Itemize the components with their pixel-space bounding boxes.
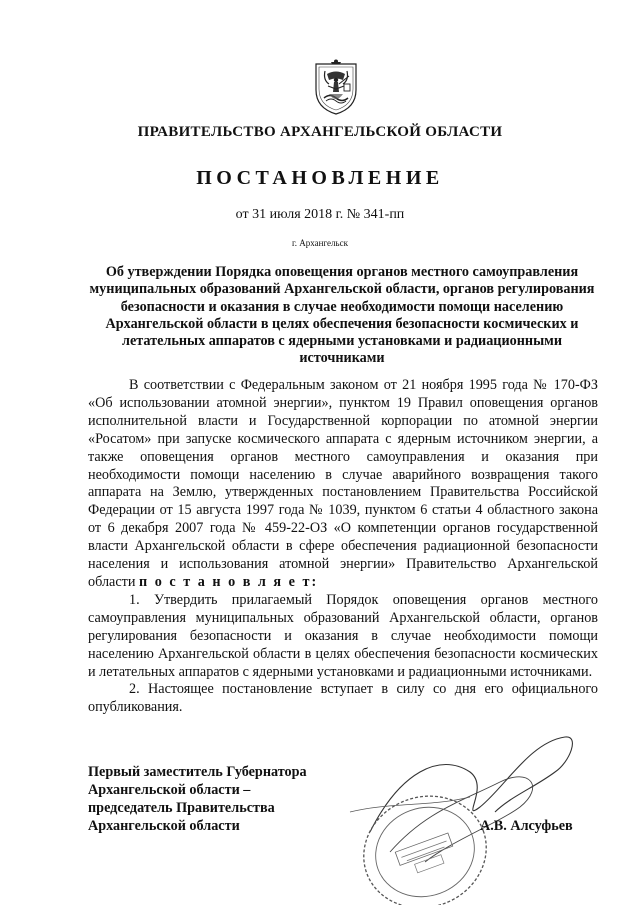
signatory-position [88, 764, 307, 836]
signatory-position-line: Архангельской области – [88, 781, 251, 798]
item-1-paragraph: 1. Утвердить прилагаемый Порядок оповещения органов местного самоуправления муниципальных образований Архангельской области, органов регулирования безопасности и оказания в случае необходимости помощи населению Архангельской области в целях обеспечения безопасности космических и летательных аппаратов с ядерными установками и радиационными источниками. [88, 591, 598, 680]
government-title: ПРАВИТЕЛЬСТВО АРХАНГЕЛЬСКОЙ ОБЛАСТИ [137, 124, 503, 140]
item-2-paragraph: 2. Настоящее постановление вступает в силу со дня его официального опубликования. [88, 681, 598, 716]
document-heading: Об утверждении Порядка оповещения органов местного самоуправления муниципальных образований Архангельской области, органов регулирования безопасности и оказания в случае необходимости помощи населению Архангельской области в целях обеспечения безопасности космических и летательных аппаратов с ядерными установками и радиационными источниками [89, 264, 595, 367]
preamble-paragraph [88, 377, 598, 592]
document-type: ПОСТАНОВЛЕНИЕ [196, 167, 444, 189]
document-body [88, 377, 598, 717]
resolves-word: п о с т а н о в л я е т: [138, 573, 319, 590]
document-city: г. Архангельск [292, 238, 348, 248]
signatory-position-line: Архангельской области [88, 817, 240, 834]
document-date-number: от 31 июля 2018 г. № 341-пп [235, 207, 405, 222]
signatory-position-line: председатель Правительства [88, 799, 275, 816]
signature-and-stamp-icon [330, 712, 630, 905]
signatory-position-line: Первый заместитель Губернатора [88, 764, 307, 780]
arkhangelsk-coat-of-arms-icon [313, 58, 359, 116]
signatory-name: А.В. Алсуфьев [480, 818, 573, 834]
preamble-text: В соответствии с Федеральным законом от 21 ноября 1995 года № 170-ФЗ «Об использовании атомной энергии», пунктом 19 Правил оповещения органов исполнительной власти и Государственной корпорации по атомной энергии «Росатом» при запуске космического аппарата с ядерным источником энергии, а также оповещения органов местного самоуправления и оказания при необходимости помощи населению в случае аварийного возвращения такого аппарата на Землю, утвержденных постановлением Правительства Российской Федерации от 15 августа 1997 года № 1039, пунктом 6 статьи 4 областного закона от 6 декабря 2007 года № 459-22-ОЗ «О компетенции органов государственной власти Архангельской области в сфере обеспечения радиационной безопасности населения и использования атомной энергии» Правительство Архангельской области [88, 377, 598, 590]
